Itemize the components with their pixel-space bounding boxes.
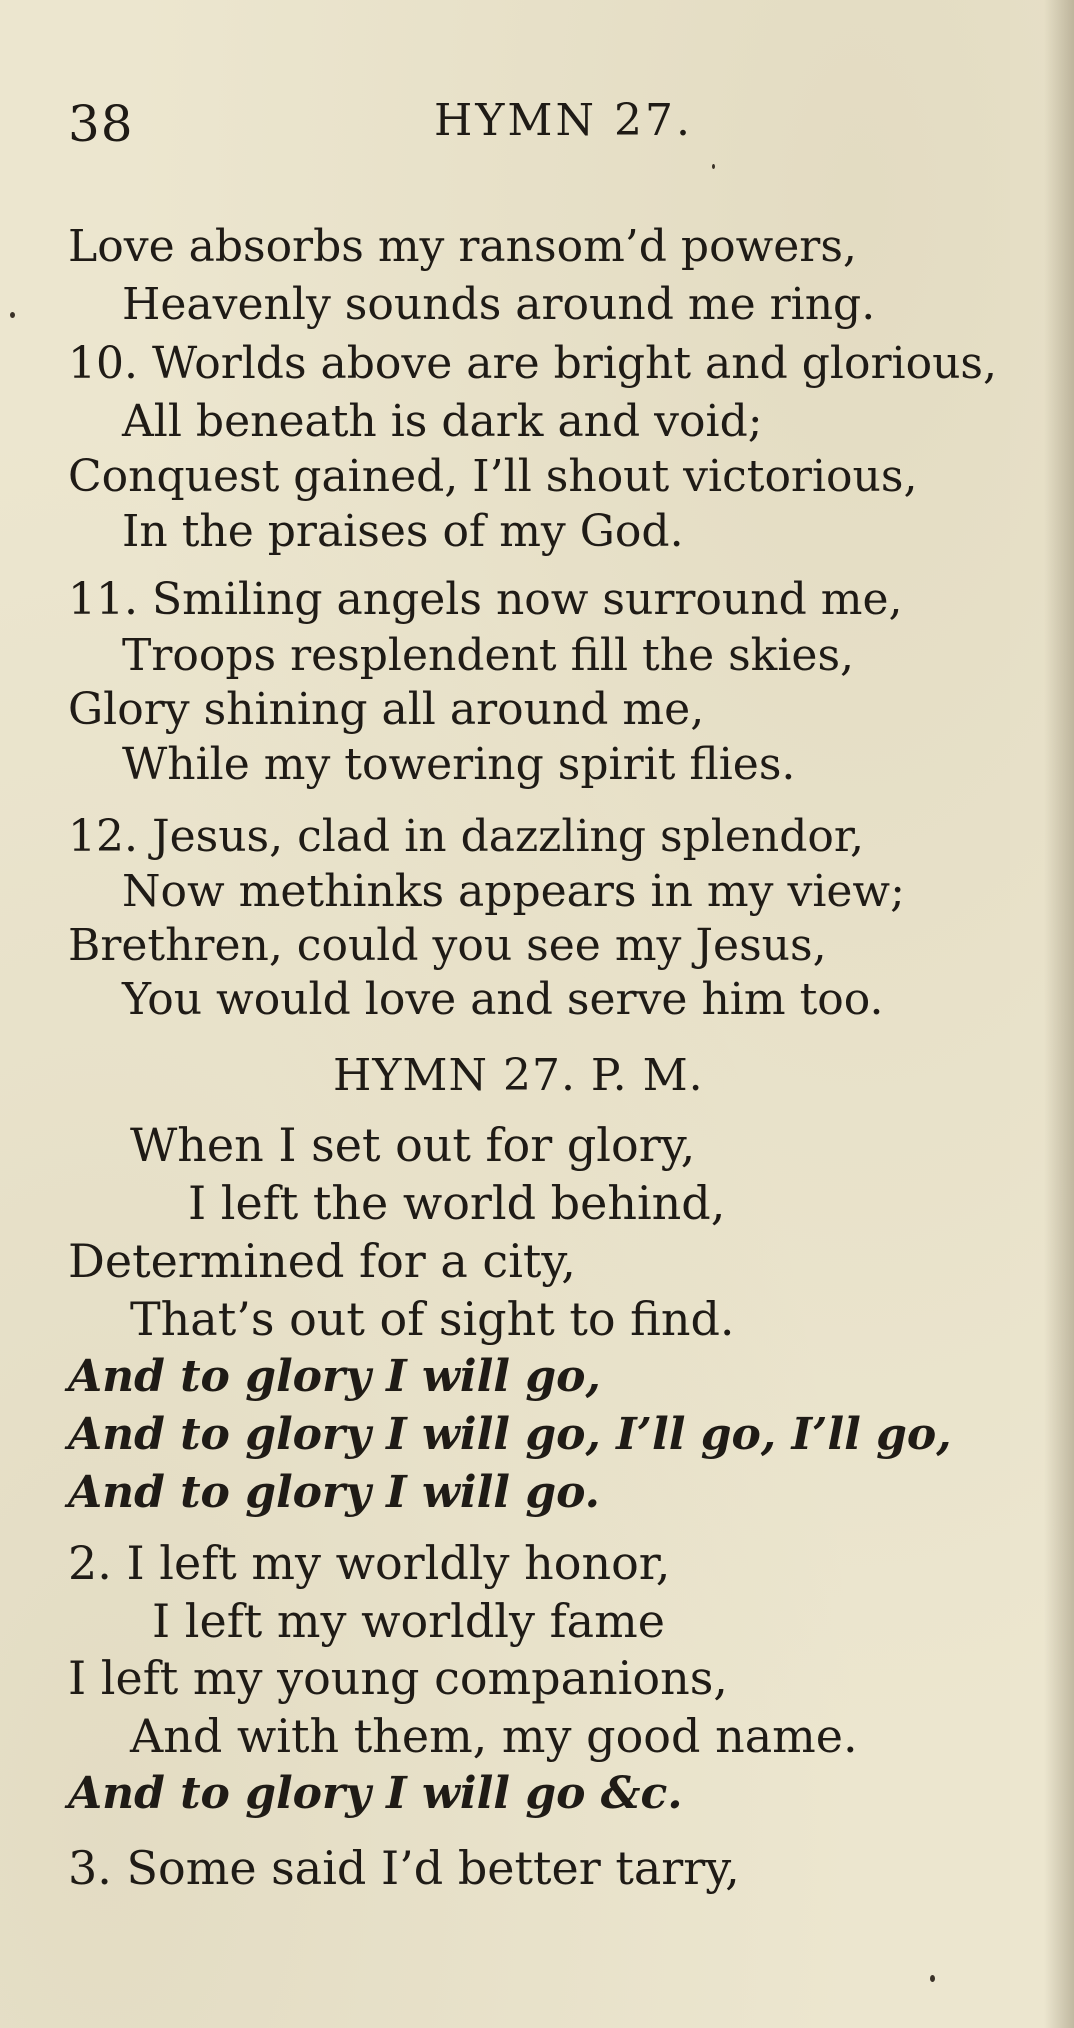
verse-line: In the praises of my God. <box>122 506 684 557</box>
chorus-line: And to glory I will go &c. <box>68 1768 683 1819</box>
verse-line: 11. Smiling angels now surround me, <box>68 574 903 625</box>
verse-line: 2. I left my worldly honor, <box>68 1536 671 1590</box>
verse-line: I left my worldly fame <box>152 1594 665 1648</box>
verse-line: Love absorbs my ransom’d powers, <box>68 221 857 272</box>
verse-line: That’s out of sight to find. <box>130 1292 735 1346</box>
chorus-line: And to glory I will go. <box>68 1467 600 1518</box>
verse-line: While my towering spirit flies. <box>122 739 796 790</box>
hymn-title: HYMN 27. P. M. <box>333 1050 704 1101</box>
ink-speck <box>930 1975 935 1982</box>
chorus-line: And to glory I will go, <box>68 1351 601 1402</box>
ink-speck <box>10 312 15 318</box>
verse-line: I left the world behind, <box>188 1176 726 1230</box>
verse-line: Determined for a city, <box>68 1234 576 1288</box>
verse-line: I left my young companions, <box>68 1651 728 1705</box>
page-header <box>68 95 1008 155</box>
verse-line: Troops resplendent fill the skies, <box>122 630 855 681</box>
verse-line: Conquest gained, I’ll shout victorious, <box>68 451 918 502</box>
verse-line: 12. Jesus, clad in dazzling splendor, <box>68 811 865 862</box>
ink-speck <box>712 164 715 169</box>
verse-line: Glory shining all around me, <box>68 684 705 735</box>
verse-line: All beneath is dark and void; <box>122 396 763 447</box>
verse-line: 3. Some said I’d better tarry, <box>68 1841 740 1895</box>
verse-line: Heavenly sounds around me ring. <box>122 279 876 330</box>
verse-line: You would love and serve him too. <box>122 974 884 1025</box>
page-number: 38 <box>68 95 134 153</box>
verse-line: Brethren, could you see my Jesus, <box>68 920 827 971</box>
verse-line: 10. Worlds above are bright and glorious, <box>68 338 997 389</box>
page-edge-shadow <box>1044 0 1074 2028</box>
verse-line: And with them, my good name. <box>130 1709 858 1763</box>
running-head: HYMN 27. <box>434 95 693 146</box>
chorus-line: And to glory I will go, I’ll go, I’ll go, <box>68 1409 952 1460</box>
verse-line: Now methinks appears in my view; <box>122 866 905 917</box>
verse-line: When I set out for glory, <box>130 1118 696 1172</box>
